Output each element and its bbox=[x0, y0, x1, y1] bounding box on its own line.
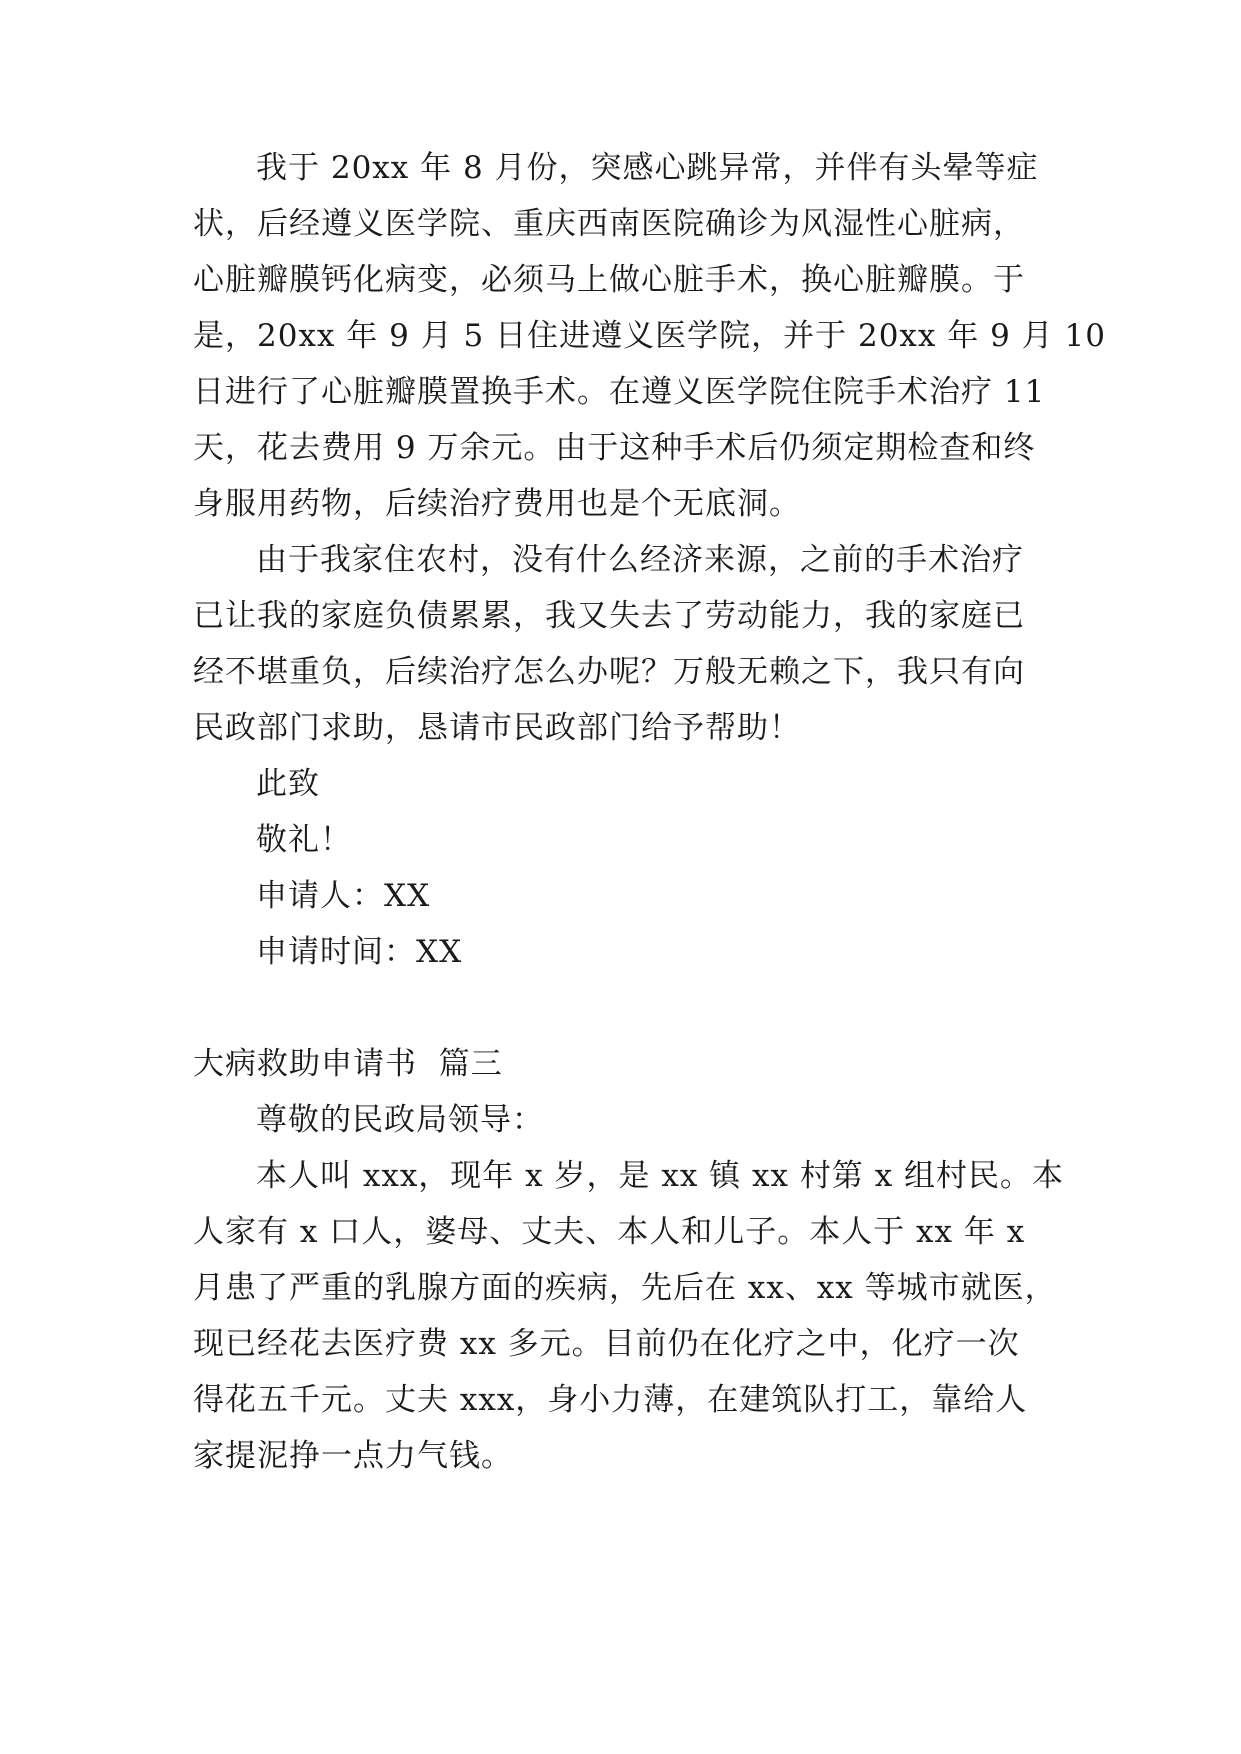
closing-greeting: 此致 bbox=[256, 766, 320, 802]
paragraph-1-line-2: 状，后经遵义医学院、重庆西南医院确诊为风湿性心脏病， bbox=[193, 206, 1025, 242]
section-title: 大病救助申请书 篇三 bbox=[193, 1046, 503, 1082]
paragraph-3-line-2: 人家有 x 口人，婆母、丈夫、本人和儿子。本人于 xx 年 x bbox=[193, 1214, 1026, 1250]
paragraph-1-line-5: 日进行了心脏瓣膜置换手术。在遵义医学院住院手术治疗 11 bbox=[193, 374, 1046, 410]
applicant-line: 申请人：XX bbox=[256, 878, 431, 914]
paragraph-3-line-6: 家提泥挣一点力气钱。 bbox=[193, 1438, 513, 1474]
salutation: 尊敬的民政局领导： bbox=[256, 1102, 544, 1138]
closing-salute: 敬礼！ bbox=[256, 822, 352, 858]
paragraph-3-line-5: 得花五千元。丈夫 xxx，身小力薄，在建筑队打工，靠给人 bbox=[193, 1382, 1028, 1418]
paragraph-3-line-3: 月患了严重的乳腺方面的疾病，先后在 xx、xx 等城市就医， bbox=[193, 1270, 1057, 1306]
paragraph-3-line-4: 现已经花去医疗费 xx 多元。目前仍在化疗之中，化疗一次 bbox=[193, 1326, 1020, 1362]
paragraph-3-line-1: 本人叫 xxx，现年 x 岁，是 xx 镇 xx 村第 x 组村民。本 bbox=[256, 1158, 1065, 1194]
paragraph-1-line-1: 我于 20xx 年 8 月份，突感心跳异常，并伴有头晕等症 bbox=[256, 150, 1039, 186]
paragraph-1-line-3: 心脏瓣膜钙化病变，必须马上做心脏手术，换心脏瓣膜。于 bbox=[193, 262, 1025, 298]
paragraph-1-line-7: 身服用药物，后续治疗费用也是个无底洞。 bbox=[193, 486, 801, 522]
paragraph-1-line-6: 天，花去费用 9 万余元。由于这种手术后仍须定期检查和终 bbox=[193, 430, 1036, 466]
paragraph-2-line-2: 已让我的家庭负债累累，我又失去了劳动能力，我的家庭已 bbox=[193, 598, 1025, 634]
paragraph-2-line-4: 民政部门求助，恳请市民政部门给予帮助！ bbox=[193, 710, 801, 746]
application-date-line: 申请时间：XX bbox=[256, 934, 463, 970]
paragraph-1-line-4: 是，20xx 年 9 月 5 日住进遵义医学院，并于 20xx 年 9 月 10 bbox=[193, 318, 1106, 354]
paragraph-2-line-1: 由于我家住农村，没有什么经济来源，之前的手术治疗 bbox=[256, 542, 1024, 578]
paragraph-2-line-3: 经不堪重负，后续治疗怎么办呢？万般无赖之下，我只有向 bbox=[193, 654, 1025, 690]
